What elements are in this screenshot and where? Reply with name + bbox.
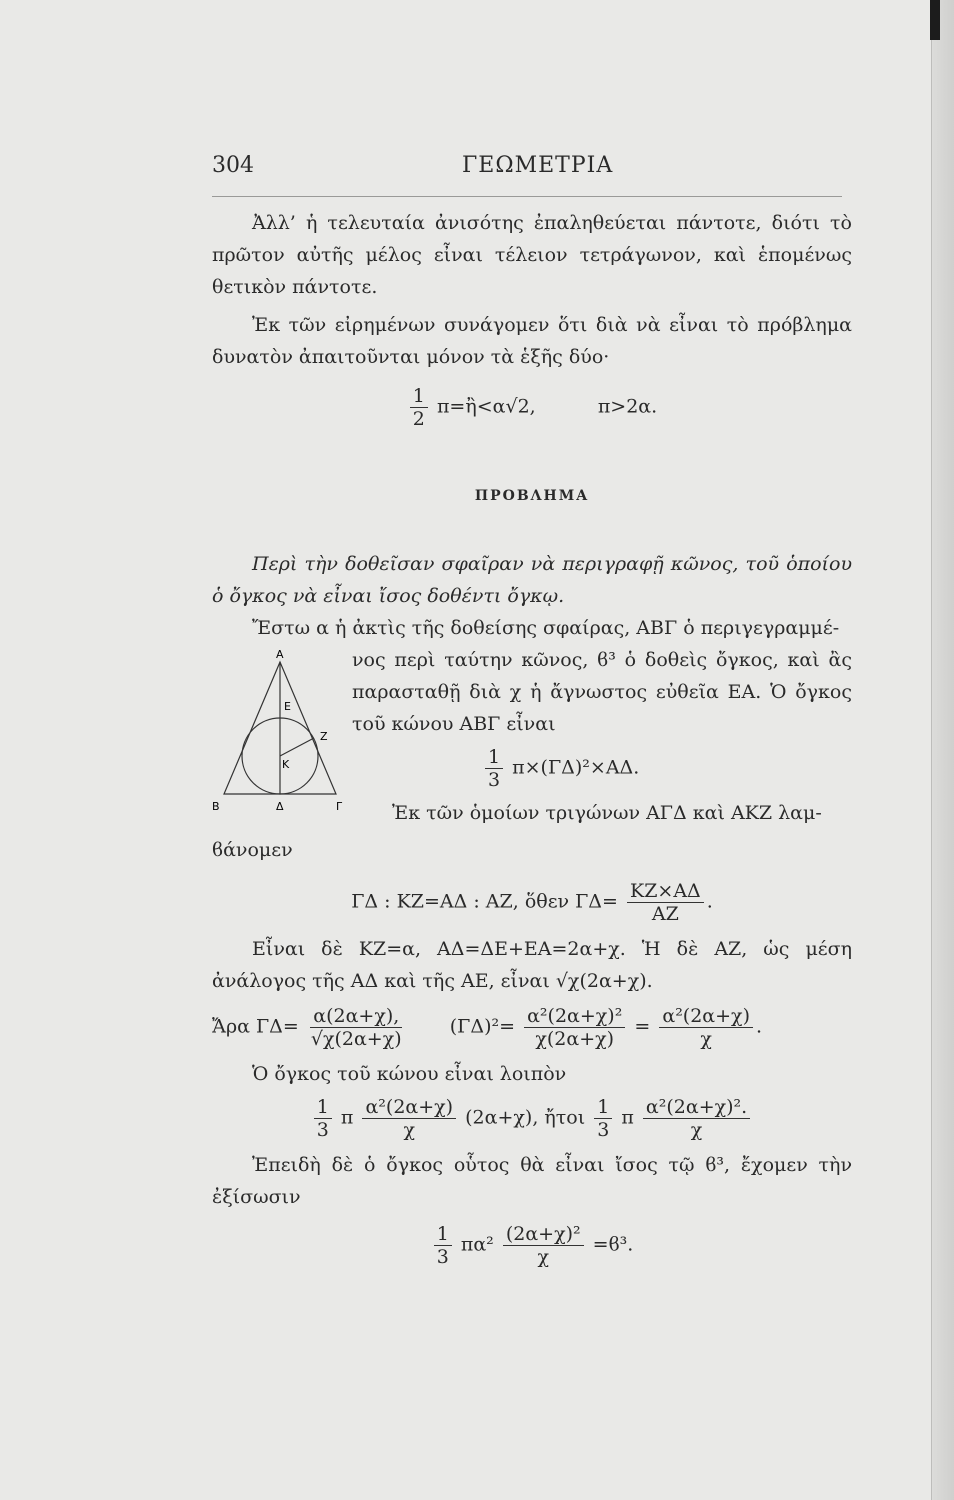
label-b: Β [212,800,220,813]
equation-1-rest: π=ἢ<α√2, [436,395,536,418]
label-d: Δ [276,800,284,813]
equation-2-rest: π×(ΓΔ)²×ΑΔ. [512,756,640,779]
running-title: ΓΕΩΜΕΤΡΙΑ [462,153,614,178]
paragraph-1: Ἀλλ’ ἡ τελευταία ἀνισότης ἐπαληθεύεται πάντοτε, διότι τὸ πρῶτον αὐτῆς μέλος εἶναι τέλειον τετράγωνον, καὶ ἑπομένως θετικὸν πάντοτε. [212,212,852,298]
paragraph-3-line-1: Ἔστω α ἡ ἀκτὶς τῆς δοθείσης σφαίρας, ΑΒΓ ὁ περιγεγραμμέ- [252,617,840,639]
equation-3: ΓΔ : ΚΖ=ΑΔ : ΑΖ, ὅθεν ΓΔ= $\frac{KZ\times A\Delta}{AZ}$ . [351,880,713,925]
figure-side-text [352,644,852,834]
figure-block [212,644,852,834]
equation-6: $\frac{1}{3}$ πα² $\frac{\text{(2α+χ)²}}{\chi}$ =ϐ³. [212,1223,852,1268]
page-number: 304 [212,153,254,178]
label-z: Ζ [320,730,328,743]
paragraph-4-line-2: ϐάνομεν [212,839,293,861]
equation-1-second: π>2α. [597,395,658,418]
equation-4: Ἄρα ΓΔ= $\frac{\alpha(2\alpha+\chi),}{√\chi(2\alpha+\chi)}$ (ΓΔ)²= $\frac{\text{α²(2α+χ)²}}{\chi(2\alpha+\chi)}$ = $\frac{\text{α²(2α+χ)}}{\chi}$ . [212,1005,763,1050]
cone-diagram [212,644,352,824]
label-a: Α [276,648,284,661]
problem-title: ΠΡΟΒΛΗΜΑ [474,488,590,504]
page-edge [931,0,954,1500]
page-edge-corner [930,0,940,40]
equation-5: $\frac{1}{3}$ π $\frac{\text{α²(2α+χ)}}{\chi}$ (2α+χ), ἤτοι $\frac{1}{3}$ π $\frac{\text{α²(2α+χ)².}}{\chi}$ [212,1096,852,1141]
label-k: Κ [282,758,290,771]
paragraph-3-rest: νος περὶ ταύτην κῶνος, ϐ³ ὁ δοθεὶς ὄγκος, καὶ ἂς παρασταθῇ διὰ χ ἡ ἄγνωστος εὐθεῖα ΕΑ. Ὁ ὄγκος τοῦ κώνου ΑΒΓ εἶναι [352,649,852,735]
equation-1 [212,385,852,430]
cone-figure [212,644,352,834]
page-content [212,150,852,1274]
paragraph-6: Ὁ ὄγκος τοῦ κώνου εἶναι λοιπὸν [252,1063,567,1085]
paragraph-2: Ἐκ τῶν εἰρημένων συνάγομεν ὅτι διὰ νὰ εἶναι τὸ πρόβλημα δυνατὸν ἀπαιτοῦνται μόνον τὰ ἑξῆς δύο· [212,314,852,368]
paragraph-7: Ἐπειδὴ δὲ ὁ ὄγκος οὗτος θὰ εἶναι ἴσος τῷ ϐ³, ἔχομεν τὴν ἐξίσωσιν [212,1154,852,1208]
label-e: Ε [284,700,291,713]
page-header [212,150,842,197]
label-g: Γ [336,800,343,813]
paragraph-5: Εἶναι δὲ ΚΖ=α, ΑΔ=ΔΕ+ΕΑ=2α+χ. Ἡ δὲ ΑΖ, ὡς μέση ἀνάλογος τῆς ΑΔ καὶ τῆς ΑΕ, εἶναι √χ(2α+χ). [212,938,852,992]
problem-statement: Περὶ τὴν δοθεῖσαν σφαῖραν νὰ περιγραφῇ κῶνος, τοῦ ὁποίου ὁ ὄγκος νὰ εἶναι ἴσος δοθέντι ὄγκῳ. [212,553,852,607]
equation-2: $\frac{1}{3}$ π×(ΓΔ)²×ΑΔ. [352,746,852,791]
paragraph-4-line-1: Ἐκ τῶν ὁμοίων τριγώνων ΑΓΔ καὶ ΑΚΖ λαμ- [392,802,822,824]
fraction-half: $\frac{1}{2}$ [410,385,428,430]
